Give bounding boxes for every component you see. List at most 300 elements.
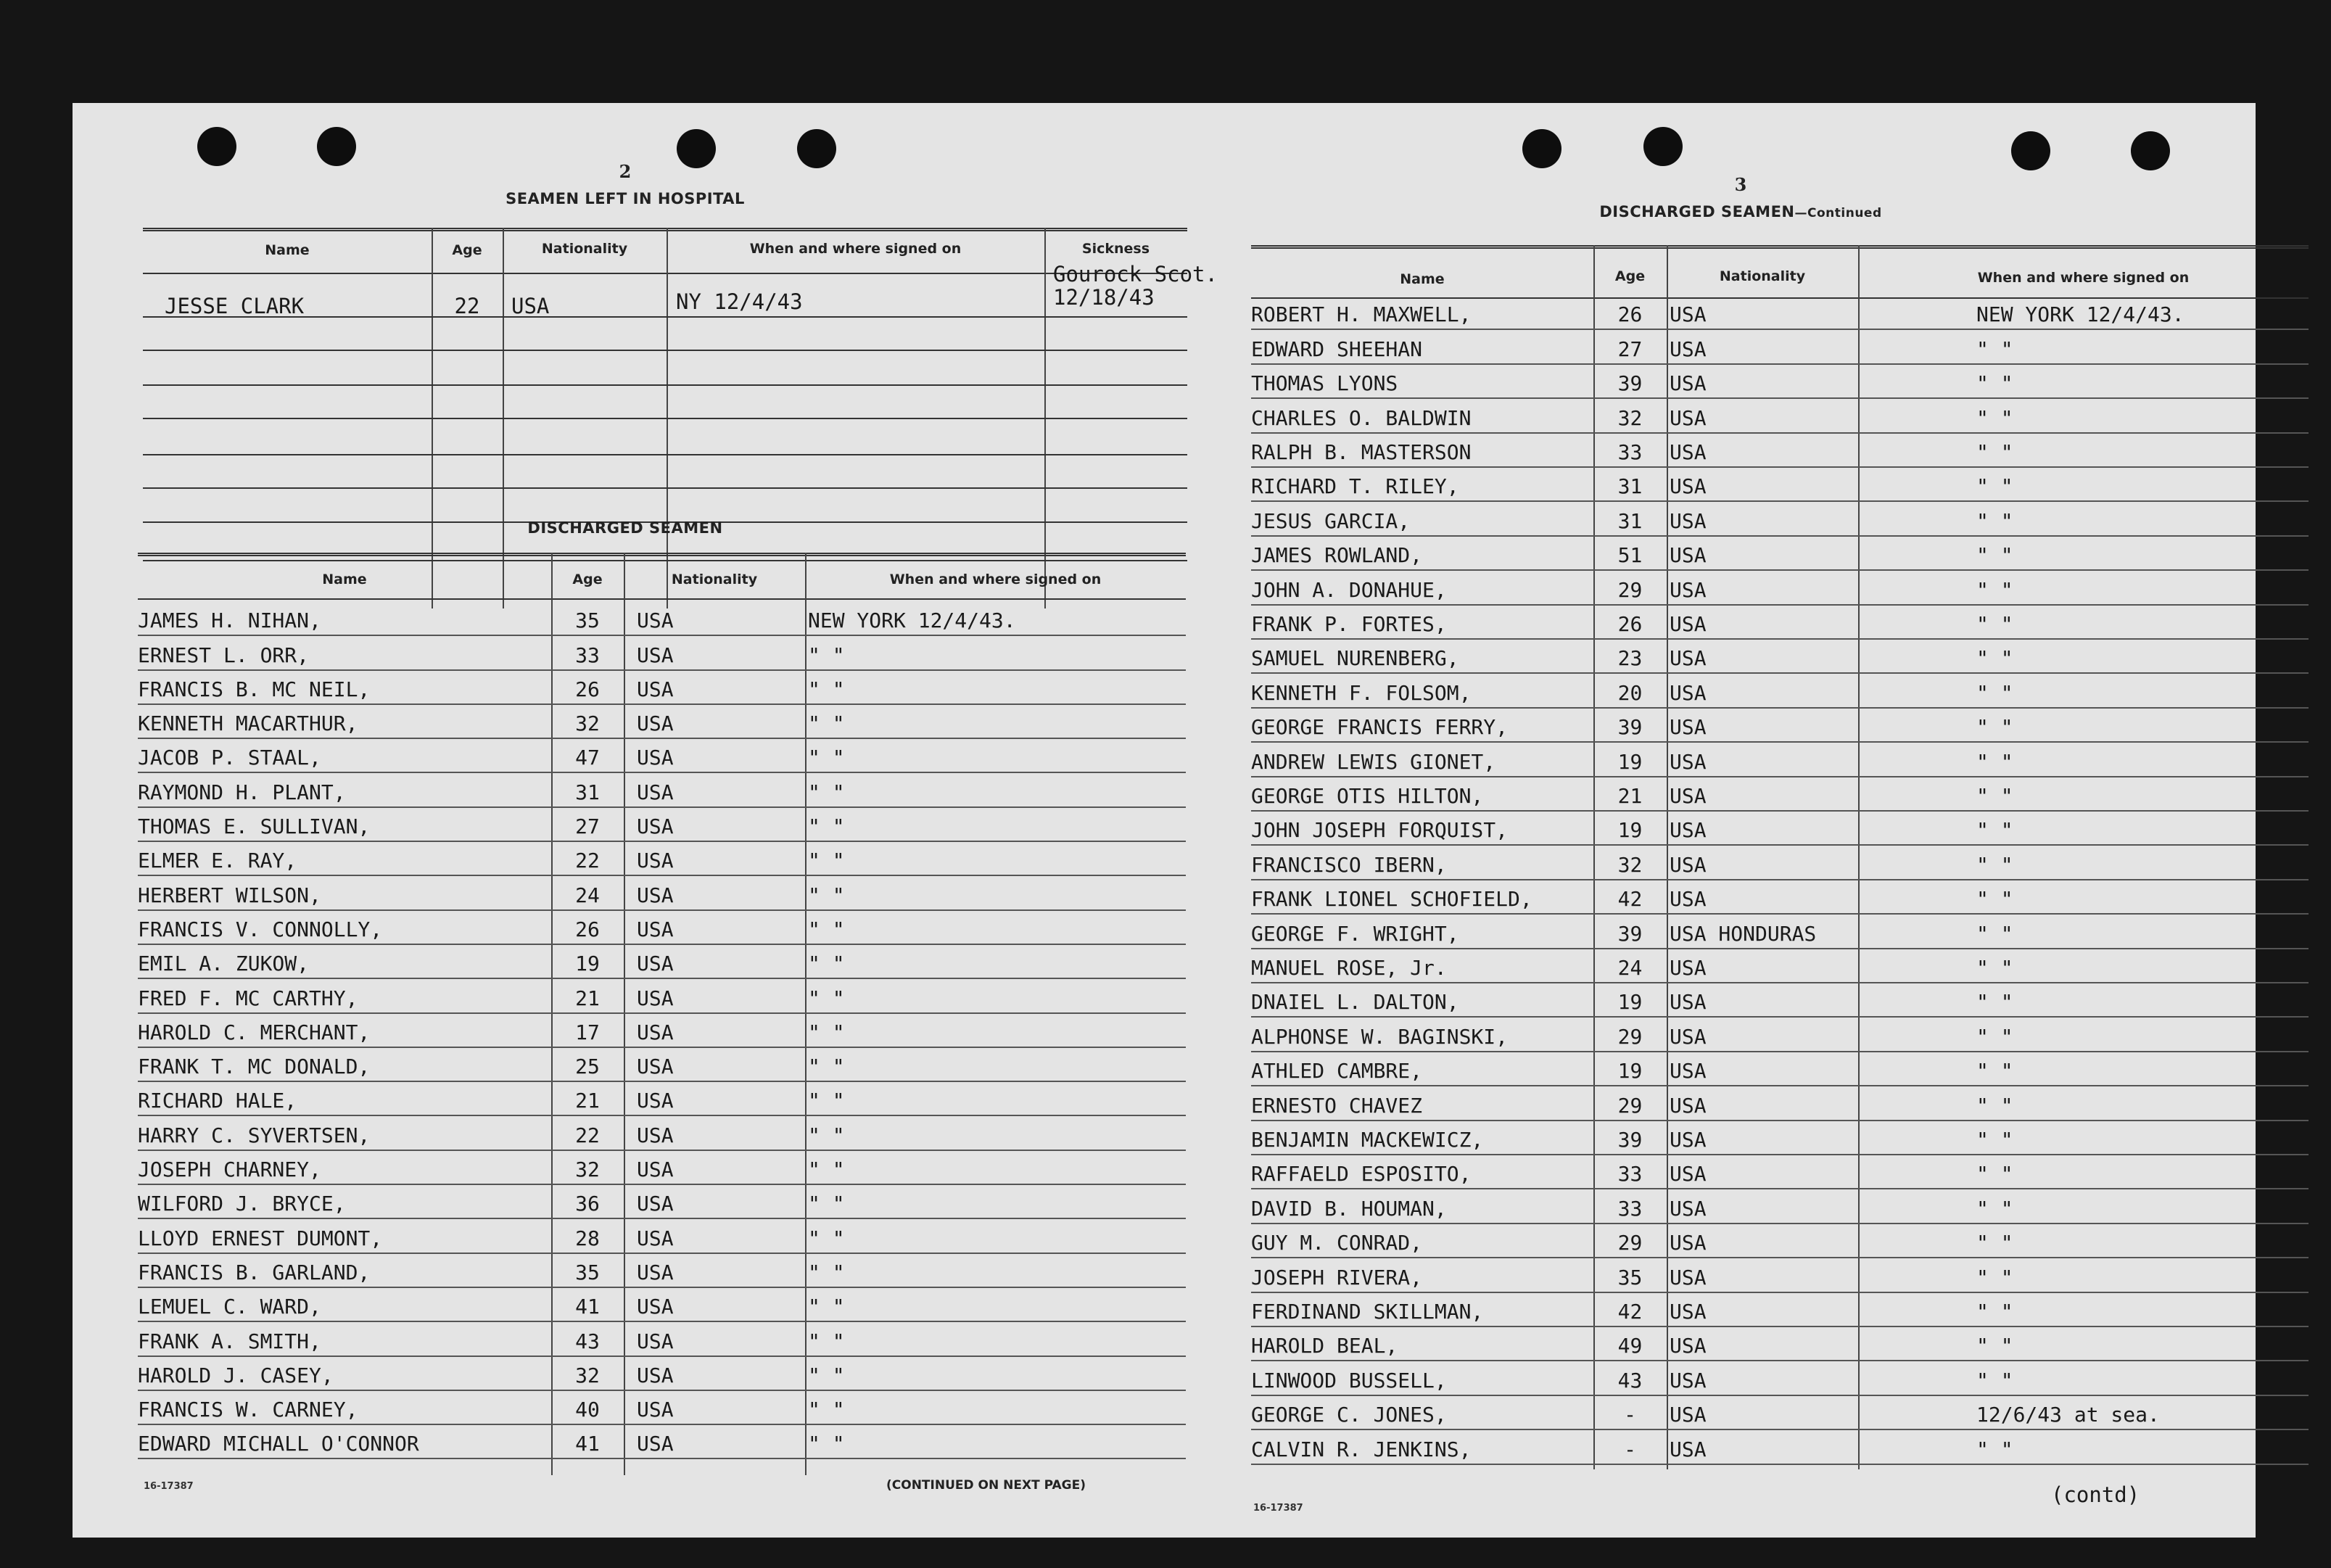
table-row [138, 1391, 1186, 1425]
seaman-name: DNAIEL L. DALTON, [1251, 990, 1459, 1015]
table-row [138, 1117, 1186, 1151]
seaman-name: RAYMOND H. PLANT, [138, 780, 346, 804]
seaman-name: LINWOOD BUSSELL, [1251, 1368, 1447, 1392]
seaman-nationality: USA [637, 711, 674, 736]
signed-on: " " [808, 1123, 845, 1147]
signed-on: " " [1976, 715, 2013, 740]
seaman-name: ELMER E. RAY, [138, 849, 297, 873]
seaman-age: 29 [1617, 1024, 1643, 1049]
seaman-age: 35 [575, 1260, 600, 1284]
signed-on: " " [1976, 405, 2013, 430]
signed-on: " " [808, 1089, 845, 1113]
seaman-name: GUY M. CONRAD, [1251, 1231, 1423, 1255]
column-header-nationality: Nationality [541, 241, 628, 257]
seaman-name: FRANCIS V. CONNOLLY, [138, 917, 383, 941]
seaman-age: 49 [1617, 1334, 1643, 1358]
table-row [1251, 743, 2309, 777]
signed-on: " " [1976, 1127, 2013, 1152]
seaman-name: JACOB P. STAAL, [138, 746, 321, 770]
seaman-name: THOMAS E. SULLIVAN, [138, 814, 371, 839]
table-row [1251, 1224, 2309, 1258]
table-row [138, 1082, 1186, 1116]
seaman-age: 28 [575, 1226, 600, 1250]
page-number: 3 [1734, 174, 1747, 195]
seaman-age: 39 [1617, 1127, 1643, 1152]
table-row [1251, 1018, 2309, 1052]
binder-hole [2131, 131, 2170, 170]
table-row [138, 876, 1186, 910]
form-number: 16-17387 [144, 1481, 194, 1492]
signed-on: " " [1976, 852, 2013, 877]
seaman-age: 22 [575, 1123, 600, 1147]
table-row [1251, 571, 2309, 605]
seaman-nationality: USA [637, 1432, 674, 1456]
seaman-age: 19 [1617, 818, 1643, 843]
seaman-nationality: USA [1670, 1231, 1707, 1255]
table-row [1251, 365, 2309, 399]
seaman-name: ALPHONSE W. BAGINSKI, [1251, 1024, 1509, 1049]
seaman-name: FRED F. MC CARTHY, [138, 986, 358, 1010]
seaman-nationality: USA [1670, 955, 1707, 980]
seaman-name: SAMUEL NURENBERG, [1251, 646, 1459, 671]
seaman-age: 41 [575, 1295, 600, 1319]
seaman-nationality: USA [1670, 749, 1707, 774]
seaman-name: EDWARD SHEEHAN [1251, 337, 1423, 361]
seaman-age: 32 [575, 711, 600, 736]
continued-note: (contd) [2051, 1482, 2140, 1507]
column-header-signed-on: When and where signed on [889, 572, 1102, 587]
seaman-age: - [1624, 1437, 1636, 1461]
column-header-age: Age [1614, 268, 1646, 284]
table-row [1251, 1121, 2309, 1155]
seaman-name: FRANCIS B. MC NEIL, [138, 677, 371, 701]
table-row [138, 911, 1186, 945]
table-row [1251, 777, 2309, 812]
discharged-continued-title [1487, 203, 1994, 220]
seaman-age: 29 [1617, 1093, 1643, 1118]
seaman-nationality: USA [637, 1260, 674, 1284]
seaman-name: JOSEPH CHARNEY, [138, 1158, 321, 1182]
column-header-name: Name [265, 242, 310, 258]
seaman-age: 21 [1617, 783, 1643, 808]
signed-on: " " [808, 1226, 845, 1250]
seaman-age: 21 [575, 1089, 600, 1113]
table-row [1251, 1258, 2309, 1292]
signed-on: " " [808, 1363, 845, 1387]
signed-on: " " [1976, 611, 2013, 636]
table-row [138, 979, 1186, 1013]
table-row [138, 739, 1186, 773]
seaman-nationality: USA [1670, 1196, 1707, 1221]
seaman-name: DAVID B. HOUMAN, [1251, 1196, 1447, 1221]
seaman-name: HAROLD BEAL, [1251, 1334, 1398, 1358]
seaman-nationality: USA [637, 1329, 674, 1353]
seaman-name: MANUEL ROSE, Jr. [1251, 955, 1447, 980]
seaman-name: JESUS GARCIA, [1251, 508, 1411, 533]
seaman-nationality: USA [637, 1158, 674, 1182]
seaman-age: 26 [1617, 302, 1643, 327]
seaman-nationality: USA [637, 883, 674, 907]
table-row [1251, 674, 2309, 708]
seaman-name: JOHN JOSEPH FORQUIST, [1251, 818, 1509, 843]
seaman-name: WILFORD J. BRYCE, [138, 1192, 346, 1216]
seaman-name: FRANCISCO IBERN, [1251, 852, 1447, 877]
seaman-age: 43 [575, 1329, 600, 1353]
seaman-nationality: USA [1670, 1059, 1707, 1084]
seaman-nationality: USA [1670, 405, 1707, 430]
signed-on: " " [1976, 1196, 2013, 1221]
signed-on: " " [1976, 440, 2013, 464]
signed-on: " " [808, 986, 845, 1010]
seaman-name: RAFFAELD ESPOSITO, [1251, 1162, 1472, 1187]
table-row [1251, 880, 2309, 915]
seaman-nationality: USA [1670, 1299, 1707, 1324]
seaman-age: 26 [575, 917, 600, 941]
seaman-name: THOMAS LYONS [1251, 371, 1398, 396]
column-header-nationality: Nationality [671, 572, 758, 587]
seaman-age: 42 [1617, 887, 1643, 912]
signed-on: " " [1976, 1093, 2013, 1118]
seaman-name: ATHLED CAMBRE, [1251, 1059, 1423, 1084]
signed-on: " " [808, 1192, 845, 1216]
seaman-name: EMIL A. ZUKOW, [138, 952, 310, 976]
table-row [1251, 399, 2309, 433]
seaman-age: 24 [1617, 955, 1643, 980]
seaman-nationality: USA [1670, 508, 1707, 533]
table-row [1251, 296, 2309, 330]
table-row [138, 602, 1186, 636]
seaman-name: FRANK T. MC DONALD, [138, 1055, 371, 1079]
seaman-name: CHARLES O. BALDWIN [1251, 405, 1472, 430]
table-row [1251, 502, 2309, 536]
seaman-nationality: USA [637, 1020, 674, 1044]
seaman-nationality: USA [1670, 371, 1707, 396]
seaman-age: 39 [1617, 921, 1643, 946]
table-row [138, 1425, 1186, 1459]
table-row [138, 636, 1186, 670]
signed-on: " " [1976, 818, 2013, 843]
binder-hole [797, 129, 836, 168]
seaman-age: 23 [1617, 646, 1643, 671]
seaman-name: JAMES ROWLAND, [1251, 543, 1423, 568]
signed-on: " " [1976, 749, 2013, 774]
seaman-name: BENJAMIN MACKEWICZ, [1251, 1127, 1484, 1152]
seaman-age: 41 [575, 1432, 600, 1456]
seaman-name: GEORGE F. WRIGHT, [1251, 921, 1459, 946]
seaman-nationality: USA [1670, 337, 1707, 361]
seaman-name: HAROLD J. CASEY, [138, 1363, 334, 1387]
signed-on: " " [1976, 887, 2013, 912]
table-row [1251, 983, 2309, 1018]
seaman-name: JOSEPH RIVERA, [1251, 1265, 1423, 1290]
seaman-age: 36 [575, 1192, 600, 1216]
column-header-age: Age [452, 242, 482, 258]
discharged-table-left [138, 553, 1186, 1481]
seaman-name: FERDINAND SKILLMAN, [1251, 1299, 1484, 1324]
signed-on: " " [1976, 543, 2013, 568]
seaman-name: FRANCIS B. GARLAND, [138, 1260, 371, 1284]
seaman-nationality: USA [637, 608, 674, 633]
seaman-nationality: USA [1670, 577, 1707, 602]
seaman-nationality: USA [1670, 1437, 1707, 1461]
table-row [138, 671, 1186, 705]
signed-on: " " [808, 1020, 845, 1044]
signed-on: " " [808, 1398, 845, 1422]
signed-on: " " [808, 849, 845, 873]
seaman-nationality: USA [1670, 1334, 1707, 1358]
table-row [1251, 812, 2309, 846]
seaman-age: 33 [1617, 1162, 1643, 1187]
signed-on: " " [808, 1260, 845, 1284]
column-header-signed-on: When and where signed on [749, 241, 962, 257]
signed-on: " " [808, 1329, 845, 1353]
seaman-age: 26 [1617, 611, 1643, 636]
column-header-name: Name [322, 572, 367, 587]
seaman-name: RALPH B. MASTERSON [1251, 440, 1472, 464]
signed-on: " " [1976, 577, 2013, 602]
signed-on: " " [808, 1055, 845, 1079]
signed-on: " " [808, 952, 845, 976]
seaman-age: 33 [1617, 1196, 1643, 1221]
seaman-name: GEORGE FRANCIS FERRY, [1251, 715, 1509, 740]
seaman-age: 22 [575, 849, 600, 873]
document-sheet [73, 103, 2256, 1538]
table-row [138, 774, 1186, 808]
seaman-nationality: USA [637, 1226, 674, 1250]
seaman-name: GEORGE OTIS HILTON, [1251, 783, 1484, 808]
seaman-nationality: USA [637, 849, 674, 873]
column-header-name: Name [1400, 271, 1445, 287]
signed-on: " " [1976, 1162, 2013, 1187]
signed-on: " " [1976, 1265, 2013, 1290]
signed-on: " " [808, 1295, 845, 1319]
signed-on: " " [1976, 1299, 2013, 1324]
signed-on: " " [1976, 921, 2013, 946]
seaman-age: 31 [575, 780, 600, 804]
binder-hole [677, 129, 716, 168]
signed-on: " " [1976, 1368, 2013, 1392]
binder-hole [2011, 131, 2050, 170]
seaman-name: FRANK P. FORTES, [1251, 611, 1447, 636]
seaman-nationality: USA [1670, 474, 1707, 499]
seaman-age: 33 [1617, 440, 1643, 464]
table-row [138, 808, 1186, 842]
seaman-nationality: USA [637, 952, 674, 976]
table-row [1251, 1327, 2309, 1361]
seaman-age: 19 [1617, 749, 1643, 774]
table-row [138, 842, 1186, 876]
seaman-age: 32 [575, 1158, 600, 1182]
seaman-age: 35 [575, 608, 600, 633]
seaman-age: 25 [575, 1055, 600, 1079]
table-row [138, 1014, 1186, 1048]
table-row [1251, 1086, 2309, 1121]
seaman-nationality: USA [637, 814, 674, 839]
seaman-name: RICHARD HALE, [138, 1089, 297, 1113]
signed-on: " " [1976, 783, 2013, 808]
table-row [1251, 1430, 2309, 1464]
table-row [1251, 846, 2309, 880]
seaman-name: FRANCIS W. CARNEY, [138, 1398, 358, 1422]
seaman-nationality: USA [637, 1123, 674, 1147]
seaman-name: JAMES H. NIHAN, [138, 608, 321, 633]
seaman-age: 35 [1617, 1265, 1643, 1290]
table-row [1251, 1052, 2309, 1086]
hospital-nationality: USA [511, 294, 550, 318]
seaman-age: 27 [1617, 337, 1643, 361]
table-row [1251, 434, 2309, 468]
seaman-nationality: USA [637, 677, 674, 701]
seaman-age: 19 [575, 952, 600, 976]
seaman-nationality: USA [1670, 715, 1707, 740]
hospital-age: 22 [454, 294, 480, 318]
signed-on: " " [808, 746, 845, 770]
table-row [1251, 1189, 2309, 1224]
signed-on: " " [1976, 646, 2013, 671]
signed-on: " " [808, 643, 845, 667]
seaman-name: RICHARD T. RILEY, [1251, 474, 1459, 499]
column-header-age: Age [572, 572, 603, 587]
seaman-age: 32 [1617, 852, 1643, 877]
table-row [1251, 468, 2309, 502]
seaman-nationality: USA [637, 1055, 674, 1079]
seaman-name: GEORGE C. JONES, [1251, 1403, 1447, 1427]
seaman-name: KENNETH F. FOLSOM, [1251, 680, 1472, 705]
table-row [138, 1219, 1186, 1253]
seaman-age: 27 [575, 814, 600, 839]
seaman-name: LLOYD ERNEST DUMONT, [138, 1226, 383, 1250]
seaman-nationality: USA [1670, 680, 1707, 705]
seaman-age: - [1624, 1403, 1636, 1427]
hospital-name: JESSE CLARK [165, 294, 305, 318]
signed-on: " " [1976, 508, 2013, 533]
seaman-nationality: USA [1670, 818, 1707, 843]
page-number: 2 [619, 161, 632, 182]
seaman-age: 29 [1617, 577, 1643, 602]
table-row [1251, 640, 2309, 674]
seaman-nationality: USA [637, 780, 674, 804]
seaman-age: 19 [1617, 1059, 1643, 1084]
table-row [138, 1288, 1186, 1322]
binder-hole [197, 127, 236, 166]
binder-hole [317, 127, 356, 166]
seaman-nationality: USA HONDURAS [1670, 921, 1817, 946]
signed-on: 12/6/43 at sea. [1976, 1403, 2160, 1427]
signed-on: " " [808, 1158, 845, 1182]
seaman-nationality: USA [1670, 852, 1707, 877]
seaman-nationality: USA [1670, 1265, 1707, 1290]
hospital-signed-on: NY 12/4/43 [676, 289, 803, 314]
seaman-age: 26 [575, 677, 600, 701]
seaman-name: ROBERT H. MAXWELL, [1251, 302, 1472, 327]
seaman-name: FRANK A. SMITH, [138, 1329, 321, 1353]
seaman-name: ANDREW LEWIS GIONET, [1251, 749, 1496, 774]
seaman-name: KENNETH MACARTHUR, [138, 711, 358, 736]
signed-on: " " [1976, 1334, 2013, 1358]
seaman-nationality: USA [1670, 887, 1707, 912]
seaman-age: 51 [1617, 543, 1643, 568]
signed-on: " " [1976, 1024, 2013, 1049]
table-row [138, 705, 1186, 739]
seaman-nationality: USA [637, 1398, 674, 1422]
seaman-name: ERNESTO CHAVEZ [1251, 1093, 1423, 1118]
signed-on: " " [808, 780, 845, 804]
table-row [1251, 915, 2309, 949]
table-row [1251, 537, 2309, 571]
signed-on: " " [1976, 337, 2013, 361]
seaman-nationality: USA [1670, 1127, 1707, 1152]
signed-on: " " [1976, 1059, 2013, 1084]
seaman-nationality: USA [1670, 1162, 1707, 1187]
seaman-age: 31 [1617, 474, 1643, 499]
table-row [1251, 949, 2309, 983]
table-row [138, 1357, 1186, 1391]
binder-hole [1643, 127, 1683, 166]
discharged-table-right [1251, 245, 2309, 1471]
table-row [138, 1185, 1186, 1219]
seaman-name: ERNEST L. ORR, [138, 643, 310, 667]
seaman-age: 19 [1617, 990, 1643, 1015]
seaman-age: 20 [1617, 680, 1643, 705]
seaman-age: 32 [575, 1363, 600, 1387]
signed-on: " " [808, 1432, 845, 1456]
seaman-nationality: USA [637, 917, 674, 941]
seaman-nationality: USA [637, 1089, 674, 1113]
seaman-age: 32 [1617, 405, 1643, 430]
hospital-section-title: SEAMEN LEFT IN HOSPITAL [506, 190, 745, 207]
title-main: DISCHARGED SEAMEN [1599, 203, 1795, 220]
seaman-name: FRANK LIONEL SCHOFIELD, [1251, 887, 1532, 912]
signed-on: " " [1976, 1437, 2013, 1461]
table-row [138, 1322, 1186, 1356]
seaman-nationality: USA [1670, 783, 1707, 808]
seaman-name: HERBERT WILSON, [138, 883, 321, 907]
table-row [138, 945, 1186, 979]
seaman-age: 21 [575, 986, 600, 1010]
seaman-nationality: USA [1670, 1368, 1707, 1392]
seaman-age: 24 [575, 883, 600, 907]
signed-on: NEW YORK 12/4/43. [1976, 302, 2184, 327]
seaman-nationality: USA [1670, 646, 1707, 671]
seaman-age: 47 [575, 746, 600, 770]
signed-on: " " [1976, 1231, 2013, 1255]
seaman-age: 31 [1617, 508, 1643, 533]
seaman-nationality: USA [1670, 543, 1707, 568]
hospital-sickness-place: Gourock Scot. [1053, 262, 1218, 286]
binder-hole [1522, 129, 1561, 168]
seaman-age: 33 [575, 643, 600, 667]
table-row [1251, 709, 2309, 743]
seaman-nationality: USA [1670, 990, 1707, 1015]
signed-on: " " [808, 677, 845, 701]
seaman-age: 42 [1617, 1299, 1643, 1324]
table-row [1251, 1293, 2309, 1327]
signed-on: " " [808, 917, 845, 941]
seaman-nationality: USA [1670, 1024, 1707, 1049]
signed-on: " " [1976, 371, 2013, 396]
table-row [1251, 606, 2309, 640]
seaman-name: CALVIN R. JENKINS, [1251, 1437, 1472, 1461]
seaman-nationality: USA [637, 986, 674, 1010]
signed-on: NEW YORK 12/4/43. [808, 608, 1016, 633]
title-suffix: —Continued [1794, 206, 1882, 220]
signed-on: " " [1976, 990, 2013, 1015]
seaman-nationality: USA [1670, 440, 1707, 464]
seaman-name: JOHN A. DONAHUE, [1251, 577, 1447, 602]
signed-on: " " [808, 711, 845, 736]
discharged-section-title: DISCHARGED SEAMEN [527, 519, 723, 537]
seaman-age: 39 [1617, 371, 1643, 396]
